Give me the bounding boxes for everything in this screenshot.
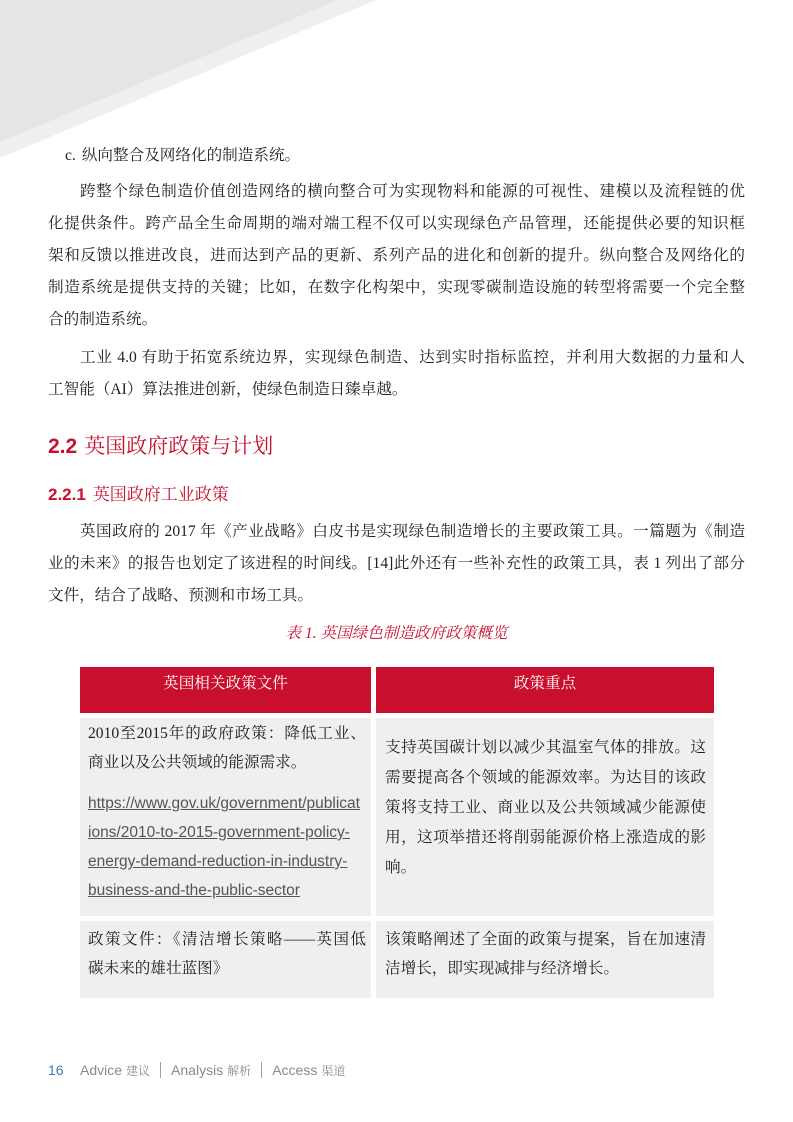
subsection-title: 英国政府工业政策 — [92, 485, 229, 504]
policy-table — [80, 667, 714, 1003]
section-number: 2.2 — [48, 435, 78, 458]
cell-line: 策将支持工业、商业以及公共领域减少能源使 — [385, 799, 706, 816]
table-row — [80, 718, 714, 916]
policy-link-line[interactable]: ions/2010-to-2015-government-policy- — [88, 824, 350, 841]
table-caption: 表 1. 英国绿色制造政府政策概览 — [285, 625, 508, 642]
footer-item-zh: 解析 — [227, 1063, 252, 1078]
cell-line: 响。 — [385, 859, 417, 876]
section-title: 英国政府政策与计划 — [84, 435, 274, 458]
table-header-focus: 政策重点 — [376, 667, 714, 713]
footer-item-en: Access — [272, 1061, 318, 1078]
table-cell-focus — [376, 718, 714, 916]
paragraph-industry-4 — [48, 342, 745, 406]
policy-link-line[interactable]: energy-demand-reduction-in-industry- — [88, 853, 348, 870]
table-header-documents: 英国相关政策文件 — [80, 667, 371, 713]
table-header-row — [80, 667, 714, 713]
cell-line: 需要提高各个领域的能源效率。为达目的该政 — [385, 769, 706, 786]
cell-line: 用，这项举措还将削弱能源价格上涨造成的影 — [385, 829, 706, 846]
paragraph-line: 文件，结合了战略、预测和市场工具。 — [48, 587, 314, 604]
paragraph-line: 合的制造系统。 — [48, 311, 158, 328]
paragraph-line: 制造系统是提供支持的关键；比如，在数字化构架中，实现零碳制造设施的转型将需要一个完全整 — [48, 279, 745, 296]
footer-item-advice — [80, 1062, 150, 1079]
list-marker: c. — [65, 147, 76, 164]
footer-item-zh: 建议 — [126, 1063, 151, 1078]
cell-line: 该策略阐述了全面的政策与提案，旨在加速清 — [385, 931, 706, 948]
cell-line: 洁增长，即实现减排与经济增长。 — [385, 960, 619, 977]
cell-line: 政策文件：《清洁增长策略——英国低 — [88, 931, 366, 948]
cell-line: 支持英国碳计划以减少其温室气体的排放。这 — [385, 739, 706, 756]
paragraph-uk-policy — [48, 516, 745, 612]
section-heading — [48, 432, 273, 462]
list-item-c — [65, 140, 300, 172]
footer-item-analysis — [171, 1062, 251, 1079]
policy-link-line[interactable]: business-and-the-public-sector — [88, 882, 300, 899]
footer-item-en: Analysis — [171, 1061, 224, 1078]
cell-line: 商业以及公共领域的能源需求。 — [88, 754, 307, 771]
paragraph-line: 业的未来》的报告也划定了该进程的时间线。[14]此外还有一些补充性的政策工具，表 1 列出了部分 — [48, 555, 745, 572]
footer-item-access — [272, 1062, 345, 1079]
policy-link[interactable] — [88, 789, 366, 905]
paragraph-line: 工业 4.0 有助于拓宽系统边界，实现绿色制造、达到实时指标监控，并利用大数据的力量和人 — [80, 349, 745, 366]
footer-separator — [160, 1062, 161, 1078]
table-row — [80, 921, 714, 998]
table-cell-document — [80, 921, 371, 998]
corner-triangle-inner — [0, 0, 338, 142]
paragraph-line: 英国政府的 2017 年《产业战略》白皮书是实现绿色制造增长的主要政策工具。一篇题为《制造 — [80, 523, 745, 540]
paragraph-line: 架和反馈以推进改良，进而达到产品的更新、系列产品的进化和创新的提升。纵向整合及网络化的 — [48, 247, 745, 264]
paragraph-line: 化提供条件。跨产品全生命周期的端对端工程不仅可以实现绿色产品管理，还能提供必要的知识框 — [48, 215, 745, 232]
paragraph-horizontal-integration — [48, 176, 745, 336]
page-number: 16 — [48, 1062, 64, 1078]
table-cell-focus — [376, 921, 714, 998]
policy-link-line[interactable]: https://www.gov.uk/government/publicat — [88, 795, 360, 812]
subsection-heading — [48, 480, 229, 510]
paragraph-line: 跨整个绿色制造价值创造网络的横向整合可为实现物料和能源的可视性、建模以及流程链的优 — [80, 183, 745, 200]
table-cell-document — [80, 718, 371, 916]
subsection-number: 2.2.1 — [48, 485, 86, 504]
paragraph-line: 工智能（AI）算法推进创新，使绿色制造日臻卓越。 — [48, 381, 408, 398]
list-item-text: 纵向整合及网络化的制造系统。 — [81, 147, 301, 164]
cell-line: 2010至2015年的政府政策：降低工业、 — [88, 725, 366, 742]
footer-item-en: Advice — [80, 1061, 123, 1078]
page-footer — [48, 1058, 345, 1082]
cell-line: 碳未来的雄壮蓝图》 — [88, 960, 229, 977]
footer-item-zh: 渠道 — [321, 1063, 346, 1078]
footer-separator — [261, 1062, 262, 1078]
